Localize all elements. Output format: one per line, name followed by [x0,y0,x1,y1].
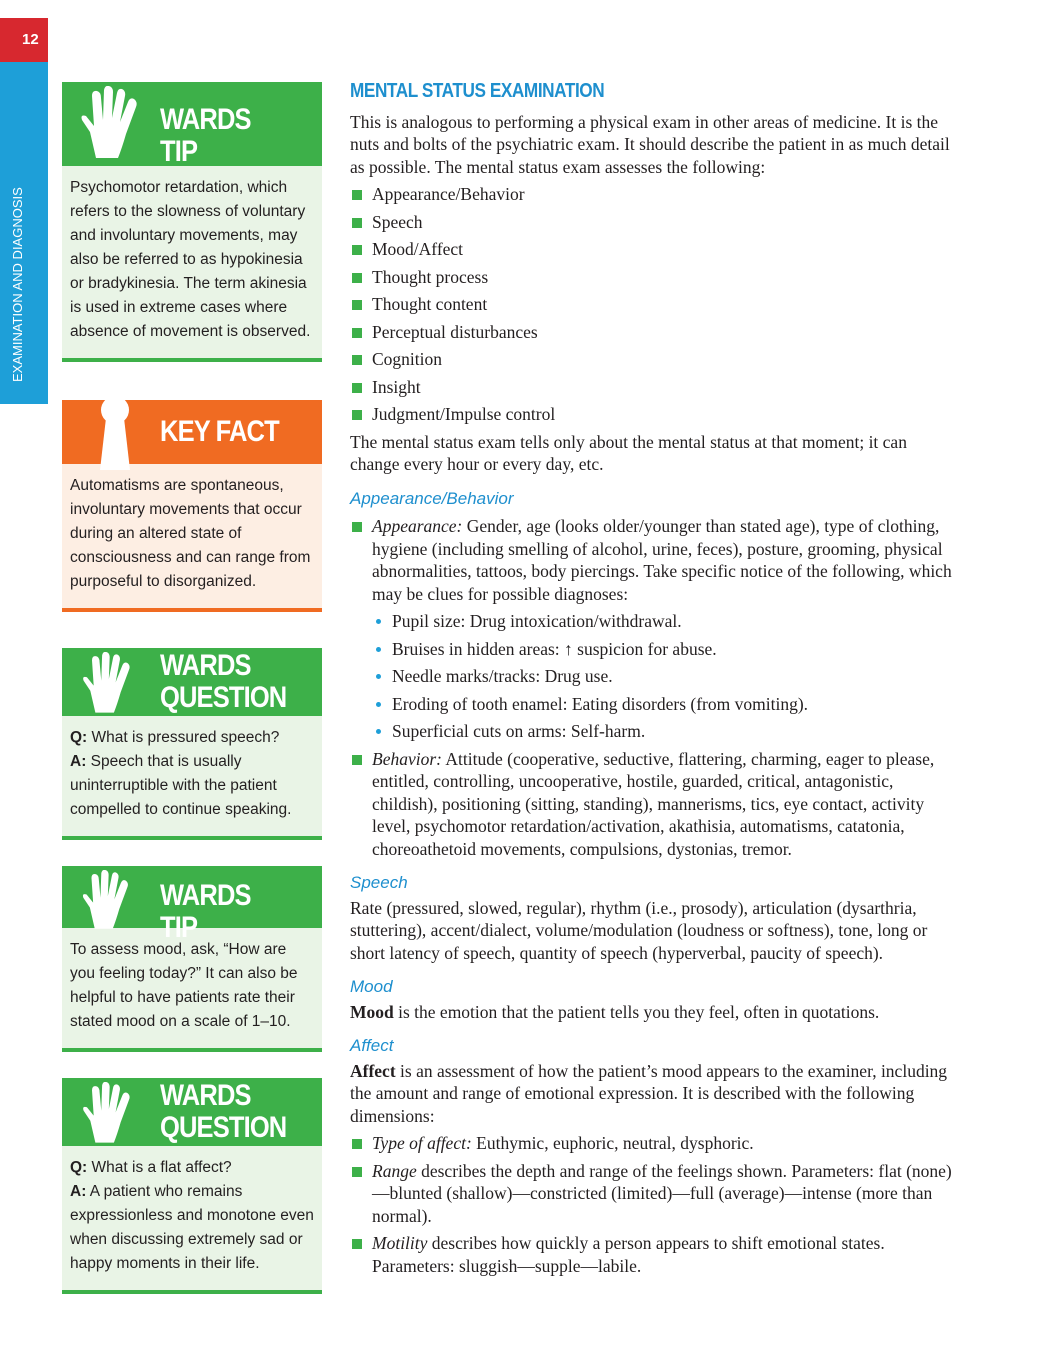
type-text: Euthymic, euphoric, neutral, dysphoric. [471,1133,754,1153]
list-item [350,1132,960,1155]
wards-question-header [62,648,322,716]
key-fact-header [62,400,322,464]
side-tab-label: EXAMINATION AND DIAGNOSIS [10,187,25,382]
box-title-line2: QUESTION [160,1111,287,1144]
hand-icon [76,1082,140,1146]
question-label: Q: [70,1159,88,1176]
box-title-line1: WARDS [160,649,251,682]
appearance-list [350,515,960,860]
answer-label: A: [70,1183,87,1200]
answer-label: A: [70,753,87,770]
clue-item: Superficial cuts on arms: Self-harm. [372,720,960,743]
box-title: WARDS TIP [160,879,251,944]
mood-paragraph [350,1001,960,1024]
box-title: WARDS TIP [160,103,251,168]
box-qa [62,1146,322,1294]
list-item: Speech [350,211,960,234]
box-text: Psychomotor retardation, which refers to the slowness of voluntary and involuntary movements, may also be referred to as hypokinesia or bradykinesia. The term akinesia is used in extreme cases where absence of movement is observed. [62,166,322,362]
question-text: What is pressured speech? [87,729,280,746]
assess-list [350,183,960,426]
main-content [350,80,960,1282]
clue-item: Needle marks/tracks: Drug use. [372,665,960,688]
question-text: What is a flat affect? [87,1159,232,1176]
answer-text: A patient who remains expressionless and monotone even when discussing extremely sad or happy moments in their life. [70,1183,314,1272]
clue-list [372,610,960,743]
list-item: Appearance/Behavior [350,183,960,206]
hand-icon [76,870,138,932]
affect-list [350,1132,960,1277]
key-fact-box [62,400,322,612]
list-item: Mood/Affect [350,238,960,261]
affect-text: is an assessment of how the patient’s mood appears to the examiner, including the amount and range of emotional expression. It is described with the following dimensions: [350,1060,948,1126]
subheading-affect: Affect [350,1036,394,1055]
question-label: Q: [70,729,88,746]
wards-question-header [62,1078,322,1146]
behavior-label: Behavior: [372,748,442,769]
box-text: To assess mood, ask, “How are you feeling today?” It can also be helpful to have patients rate their stated mood on a scale of 1–10. [62,928,322,1052]
list-item: Cognition [350,348,960,371]
behavior-text: Attitude (cooperative, seductive, flattering, charming, eager to please, entitled, controlling, uncooperative, hostile, guarded, critical, antagonistic, childish), positioning (sitting, standing), mannerisms, tics, eye contact, activity level, psychomotor retardation/activation, akathisia, automatisms, catatonia, choreoathetoid movements, compulsions, dystonias, tremor. [372,748,935,859]
list-item: Perceptual disturbances [350,321,960,344]
section-side-tab [0,62,48,404]
appearance-text: Gender, age (looks older/younger than stated age), type of clothing, hygiene (including smelling of alcohol, urine, feces), posture, grooming, physical abnormalities, tattoos, body piercings. Take specific notice of the following, which may be clues for possible diagnoses: [372,516,952,604]
hand-icon [76,86,146,162]
list-item [350,1160,960,1228]
box-qa [62,716,322,840]
box-title-line2: QUESTION [160,681,287,714]
list-item: Thought content [350,293,960,316]
wards-tip-box-2 [62,866,322,1052]
wards-tip-header [62,82,322,166]
range-label: Range [372,1160,417,1181]
wards-tip-box-1 [62,82,322,362]
list-item: Thought process [350,266,960,289]
wards-question-box-1 [62,648,322,840]
list-item [350,515,960,743]
list-item: Judgment/Impulse control [350,403,960,426]
range-text: describes the depth and range of the feelings shown. Parameters: flat (none)—blunted (shallow)—constricted (limited)—full (average)—intense (more than normal). [372,1160,952,1226]
box-text: Automatisms are spontaneous, involuntary movements that occur during an altered state of consciousness and can range from purposeful to disorganized. [62,464,322,612]
box-title-line1: WARDS [160,1079,251,1112]
wards-question-box-2 [62,1078,322,1294]
mood-text: is the emotion that the patient tells you they feel, often in quotations. [393,1001,880,1022]
hand-icon [76,652,140,716]
type-label: Type of affect: [372,1133,472,1153]
box-title: KEY FACT [160,415,279,448]
mood-term: Mood [350,1001,394,1022]
list-item [350,1232,960,1277]
answer-text: Speech that is usually uninterruptible with the patient compelled to continue speaking. [70,753,292,818]
subheading-speech: Speech [350,873,408,892]
keyhole-icon [92,396,138,470]
clue-item: Bruises in hidden areas: ↑ suspicion for abuse. [372,638,960,661]
clue-item: Pupil size: Drug intoxication/withdrawal. [372,610,960,633]
appearance-label: Appearance: [372,516,463,536]
speech-paragraph: Rate (pressured, slowed, regular), rhythm (i.e., prosody), articulation (dysarthria, stuttering), accent/dialect, volume/modulation (loudness or softness), tone, long or short latency of speech, quantity of speech (hyperverbal, paucity of speech). [350,897,928,963]
subheading-appearance: Appearance/Behavior [350,488,514,508]
affect-paragraph [350,1060,960,1128]
page-number: 12 [0,18,48,62]
moment-note: The mental status exam tells only about the mental status at that moment; it can change every hour or every day, etc. [350,431,907,474]
list-item [350,748,960,861]
motility-text: describes how quickly a person appears to shift emotional states. Parameters: sluggish—supple—labile. [372,1233,885,1276]
section-heading: MENTAL STATUS EXAMINATION [350,80,605,102]
clue-item: Eroding of tooth enamel: Eating disorders (from vomiting). [372,693,960,716]
motility-label: Motility [372,1233,428,1253]
list-item: Insight [350,376,960,399]
intro-paragraph: This is analogous to performing a physical exam in other areas of medicine. It is the nuts and bolts of the psychiatric exam. It should describe the patient in as much detail as possible. The mental status exam assesses the following: [350,111,950,177]
subheading-mood: Mood [350,977,393,996]
affect-term: Affect [350,1060,396,1081]
wards-tip-header [62,866,322,944]
